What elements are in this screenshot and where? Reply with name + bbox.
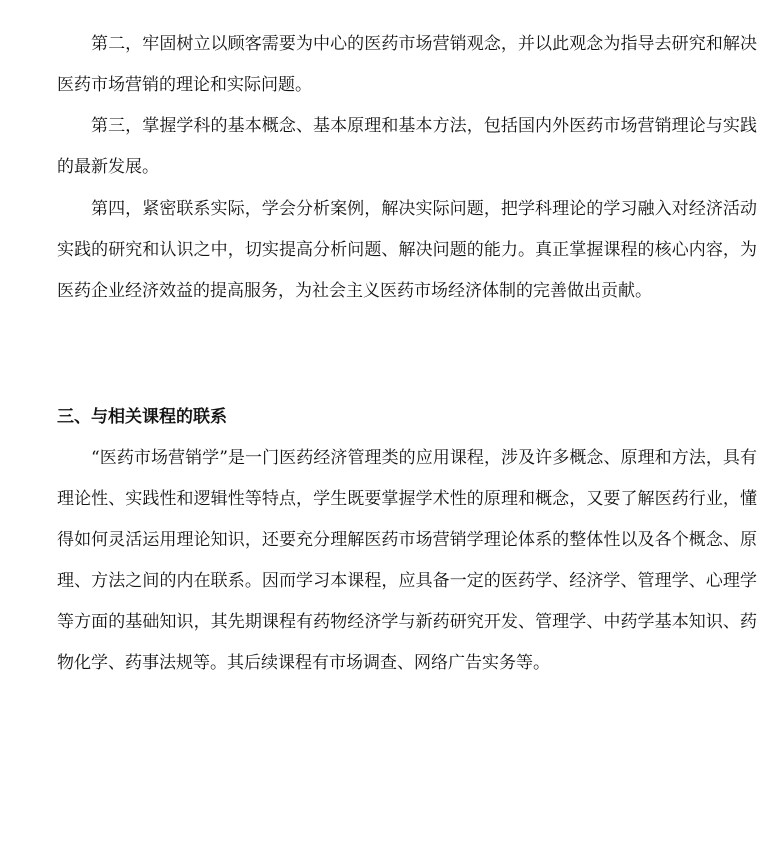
paragraph-point-four: 第四，紧密联系实际，学会分析案例，解决实际问题，把学科理论的学习融入对经济活动实践的研究和认识之中，切实提高分析问题、解决问题的能力。真正掌握课程的核心内容，为医药企业经济效益的提高服务，为社会主义医药市场经济体制的完善做出贡献。 — [57, 199, 757, 301]
paragraph-point-two: 第二，牢固树立以顾客需要为中心的医药市场营销观念，并以此观念为指导去研究和解决医药市场营销的理论和实际问题。 — [57, 34, 757, 95]
section-body-paragraph: “医药市场营销学”是一门医药经济管理类的应用课程，涉及许多概念、原理和方法，具有理论性、实践性和逻辑性等特点，学生既要掌握学术性的原理和概念，又要了解医药行业，懂得如何灵活运用理论知识，还要充分理解医药市场营销学理论体系的整体性以及各个概念、原理、方法之间的内在联系。因而学习本课程，应具备一定的医药学、经济学、管理学、心理学等方面的基础知识，其先期课程有药物经济学与新药研究开发、管理学、中药学基本知识、药物化学、药事法规等。其后续课程有市场调查、网络广告实务等。 — [57, 448, 757, 673]
section-heading: 三、与相关课程的联系 — [57, 407, 227, 427]
paragraph-point-three: 第三，掌握学科的基本概念、基本原理和基本方法，包括国内外医药市场营销理论与实践的最新发展。 — [57, 116, 757, 177]
